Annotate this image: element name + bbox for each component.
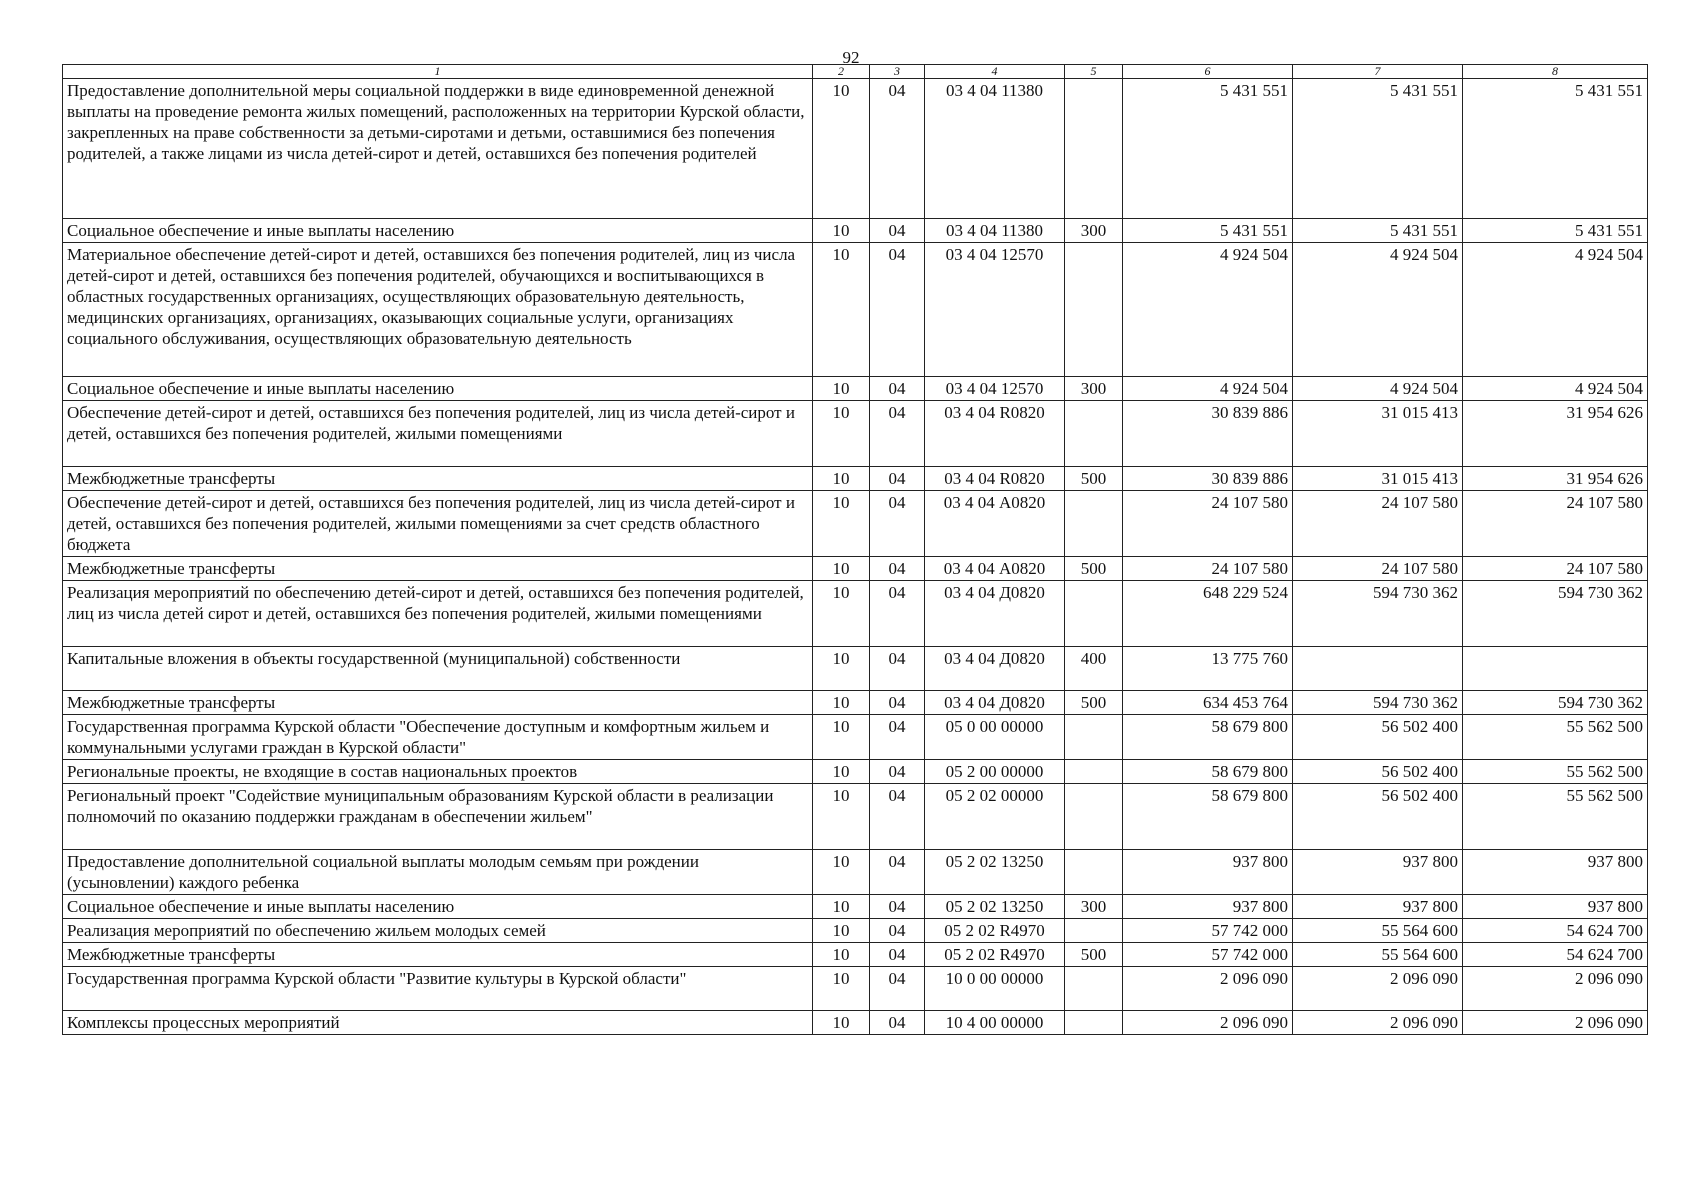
section-code: 10 <box>813 557 870 581</box>
subsection-code: 04 <box>870 850 925 895</box>
expense-type-code: 500 <box>1065 557 1123 581</box>
amount-year-3: 937 800 <box>1463 895 1648 919</box>
row-name: Реализация мероприятий по обеспечению жильем молодых семей <box>63 919 813 943</box>
subsection-code: 04 <box>870 557 925 581</box>
column-number: 8 <box>1463 65 1648 79</box>
amount-year-2: 56 502 400 <box>1293 760 1463 784</box>
row-name: Предоставление дополнительной социальной выплаты молодым семьям при рождении (усыновлении) каждого ребенка <box>63 850 813 895</box>
table-row <box>63 79 1648 219</box>
section-code: 10 <box>813 1011 870 1035</box>
target-article-code: 03 4 04 R0820 <box>925 467 1065 491</box>
amount-year-1: 24 107 580 <box>1123 491 1293 557</box>
table-row <box>63 491 1648 557</box>
section-code: 10 <box>813 377 870 401</box>
section-code: 10 <box>813 895 870 919</box>
amount-year-3: 2 096 090 <box>1463 1011 1648 1035</box>
amount-year-2: 4 924 504 <box>1293 243 1463 377</box>
table-header <box>63 65 1648 79</box>
amount-year-3 <box>1463 647 1648 691</box>
target-article-code: 05 2 02 13250 <box>925 895 1065 919</box>
subsection-code: 04 <box>870 243 925 377</box>
amount-year-2: 594 730 362 <box>1293 581 1463 647</box>
section-code: 10 <box>813 243 870 377</box>
row-name: Межбюджетные трансферты <box>63 467 813 491</box>
column-number: 5 <box>1065 65 1123 79</box>
amount-year-1: 57 742 000 <box>1123 919 1293 943</box>
subsection-code: 04 <box>870 647 925 691</box>
expense-type-code: 500 <box>1065 691 1123 715</box>
section-code: 10 <box>813 967 870 1011</box>
column-number: 1 <box>63 65 813 79</box>
amount-year-3: 24 107 580 <box>1463 491 1648 557</box>
amount-year-2: 937 800 <box>1293 895 1463 919</box>
column-number: 4 <box>925 65 1065 79</box>
table-row <box>63 691 1648 715</box>
amount-year-2: 594 730 362 <box>1293 691 1463 715</box>
amount-year-3: 4 924 504 <box>1463 377 1648 401</box>
expense-type-code <box>1065 79 1123 219</box>
amount-year-3: 5 431 551 <box>1463 219 1648 243</box>
page-number: 92 <box>842 48 860 67</box>
subsection-code: 04 <box>870 79 925 219</box>
table-row <box>63 467 1648 491</box>
target-article-code: 03 4 04 Д0820 <box>925 581 1065 647</box>
expense-type-code: 300 <box>1065 219 1123 243</box>
expense-type-code: 300 <box>1065 377 1123 401</box>
amount-year-3: 55 562 500 <box>1463 715 1648 760</box>
subsection-code: 04 <box>870 377 925 401</box>
amount-year-3: 55 562 500 <box>1463 784 1648 850</box>
row-name: Реализация мероприятий по обеспечению детей-сирот и детей, оставшихся без попечения родителей, лиц из числа детей сирот и детей, оставшихся без попечения родителей, жилыми помещениями <box>63 581 813 647</box>
target-article-code: 03 4 04 А0820 <box>925 557 1065 581</box>
target-article-code: 05 2 02 00000 <box>925 784 1065 850</box>
amount-year-2: 55 564 600 <box>1293 919 1463 943</box>
section-code: 10 <box>813 760 870 784</box>
expense-type-code: 500 <box>1065 467 1123 491</box>
amount-year-1: 58 679 800 <box>1123 760 1293 784</box>
row-name: Обеспечение детей-сирот и детей, оставшихся без попечения родителей, лиц из числа детей-сирот и детей, оставшихся без попечения родителей, жилыми помещениями <box>63 401 813 467</box>
amount-year-2: 56 502 400 <box>1293 715 1463 760</box>
table-row <box>63 1011 1648 1035</box>
section-code: 10 <box>813 715 870 760</box>
expense-type-code <box>1065 967 1123 1011</box>
amount-year-1: 58 679 800 <box>1123 784 1293 850</box>
row-name: Социальное обеспечение и иные выплаты населению <box>63 377 813 401</box>
amount-year-2: 55 564 600 <box>1293 943 1463 967</box>
amount-year-3: 54 624 700 <box>1463 943 1648 967</box>
subsection-code: 04 <box>870 1011 925 1035</box>
table-row <box>63 850 1648 895</box>
target-article-code: 03 4 04 Д0820 <box>925 647 1065 691</box>
row-name: Региональный проект "Содействие муниципальным образованиям Курской области в реализации полномочий по оказанию поддержки гражданам в обеспечении жильем" <box>63 784 813 850</box>
amount-year-2: 5 431 551 <box>1293 219 1463 243</box>
row-name: Межбюджетные трансферты <box>63 557 813 581</box>
target-article-code: 10 4 00 00000 <box>925 1011 1065 1035</box>
section-code: 10 <box>813 647 870 691</box>
target-article-code: 03 4 04 А0820 <box>925 491 1065 557</box>
expense-type-code <box>1065 715 1123 760</box>
target-article-code: 03 4 04 Д0820 <box>925 691 1065 715</box>
amount-year-3: 4 924 504 <box>1463 243 1648 377</box>
subsection-code: 04 <box>870 967 925 1011</box>
amount-year-2 <box>1293 647 1463 691</box>
subsection-code: 04 <box>870 581 925 647</box>
amount-year-1: 57 742 000 <box>1123 943 1293 967</box>
row-name: Региональные проекты, не входящие в состав национальных проектов <box>63 760 813 784</box>
expense-type-code: 300 <box>1065 895 1123 919</box>
row-name: Социальное обеспечение и иные выплаты населению <box>63 219 813 243</box>
subsection-code: 04 <box>870 691 925 715</box>
amount-year-1: 4 924 504 <box>1123 377 1293 401</box>
table-body <box>63 79 1648 1035</box>
row-name: Материальное обеспечение детей-сирот и детей, оставшихся без попечения родителей, лиц из числа детей-сирот и детей, оставшихся без попечения родителей, обучающихся и воспитывающихся в областных государственных организациях, осуществляющих образовательную деятельность, медицинских организациях, организациях, оказывающих социальные услуги, организациях социального обслуживания, осуществляющих образовательную деятельность <box>63 243 813 377</box>
row-name: Межбюджетные трансферты <box>63 943 813 967</box>
target-article-code: 03 4 04 R0820 <box>925 401 1065 467</box>
amount-year-2: 56 502 400 <box>1293 784 1463 850</box>
section-code: 10 <box>813 79 870 219</box>
target-article-code: 03 4 04 12570 <box>925 243 1065 377</box>
table-row <box>63 581 1648 647</box>
budget-table <box>62 64 1648 1035</box>
subsection-code: 04 <box>870 401 925 467</box>
amount-year-3: 54 624 700 <box>1463 919 1648 943</box>
column-number: 2 <box>813 65 870 79</box>
expense-type-code <box>1065 1011 1123 1035</box>
amount-year-3: 31 954 626 <box>1463 467 1648 491</box>
row-name: Капитальные вложения в объекты государственной (муниципальной) собственности <box>63 647 813 691</box>
table-row <box>63 784 1648 850</box>
amount-year-3: 594 730 362 <box>1463 581 1648 647</box>
subsection-code: 04 <box>870 491 925 557</box>
amount-year-3: 5 431 551 <box>1463 79 1648 219</box>
expense-type-code <box>1065 243 1123 377</box>
row-name: Социальное обеспечение и иные выплаты населению <box>63 895 813 919</box>
table-row <box>63 943 1648 967</box>
column-number-row <box>63 65 1648 79</box>
table-row <box>63 647 1648 691</box>
amount-year-3: 594 730 362 <box>1463 691 1648 715</box>
amount-year-3: 24 107 580 <box>1463 557 1648 581</box>
subsection-code: 04 <box>870 467 925 491</box>
section-code: 10 <box>813 784 870 850</box>
amount-year-3: 31 954 626 <box>1463 401 1648 467</box>
amount-year-1: 937 800 <box>1123 850 1293 895</box>
subsection-code: 04 <box>870 919 925 943</box>
table-row <box>63 919 1648 943</box>
target-article-code: 05 2 00 00000 <box>925 760 1065 784</box>
amount-year-2: 2 096 090 <box>1293 967 1463 1011</box>
amount-year-1: 634 453 764 <box>1123 691 1293 715</box>
amount-year-2: 24 107 580 <box>1293 491 1463 557</box>
section-code: 10 <box>813 943 870 967</box>
section-code: 10 <box>813 491 870 557</box>
amount-year-1: 937 800 <box>1123 895 1293 919</box>
row-name: Государственная программа Курской области "Обеспечение доступным и комфортным жильем и коммунальными услугами граждан в Курской области" <box>63 715 813 760</box>
row-name: Государственная программа Курской области "Развитие культуры в Курской области" <box>63 967 813 1011</box>
amount-year-1: 13 775 760 <box>1123 647 1293 691</box>
amount-year-3: 937 800 <box>1463 850 1648 895</box>
amount-year-1: 4 924 504 <box>1123 243 1293 377</box>
section-code: 10 <box>813 691 870 715</box>
amount-year-1: 24 107 580 <box>1123 557 1293 581</box>
amount-year-2: 5 431 551 <box>1293 79 1463 219</box>
target-article-code: 03 4 04 11380 <box>925 79 1065 219</box>
target-article-code: 05 2 02 R4970 <box>925 919 1065 943</box>
expense-type-code <box>1065 491 1123 557</box>
expense-type-code: 400 <box>1065 647 1123 691</box>
row-name: Обеспечение детей-сирот и детей, оставшихся без попечения родителей, лиц из числа детей-сирот и детей, оставшихся без попечения родителей, жилыми помещениями за счет средств областного бюджета <box>63 491 813 557</box>
column-number: 3 <box>870 65 925 79</box>
column-number: 6 <box>1123 65 1293 79</box>
amount-year-1: 5 431 551 <box>1123 219 1293 243</box>
section-code: 10 <box>813 581 870 647</box>
target-article-code: 03 4 04 11380 <box>925 219 1065 243</box>
subsection-code: 04 <box>870 760 925 784</box>
amount-year-1: 5 431 551 <box>1123 79 1293 219</box>
amount-year-2: 31 015 413 <box>1293 401 1463 467</box>
row-name: Межбюджетные трансферты <box>63 691 813 715</box>
table-row <box>63 715 1648 760</box>
table-row <box>63 401 1648 467</box>
column-number: 7 <box>1293 65 1463 79</box>
amount-year-1: 58 679 800 <box>1123 715 1293 760</box>
expense-type-code <box>1065 919 1123 943</box>
expense-type-code <box>1065 784 1123 850</box>
expense-type-code <box>1065 850 1123 895</box>
target-article-code: 05 0 00 00000 <box>925 715 1065 760</box>
table-row <box>63 895 1648 919</box>
section-code: 10 <box>813 401 870 467</box>
table-row <box>63 377 1648 401</box>
amount-year-1: 2 096 090 <box>1123 1011 1293 1035</box>
amount-year-2: 4 924 504 <box>1293 377 1463 401</box>
target-article-code: 05 2 02 R4970 <box>925 943 1065 967</box>
subsection-code: 04 <box>870 943 925 967</box>
table-row <box>63 243 1648 377</box>
amount-year-1: 30 839 886 <box>1123 467 1293 491</box>
section-code: 10 <box>813 467 870 491</box>
expense-type-code <box>1065 401 1123 467</box>
subsection-code: 04 <box>870 219 925 243</box>
table-row <box>63 760 1648 784</box>
target-article-code: 05 2 02 13250 <box>925 850 1065 895</box>
amount-year-1: 30 839 886 <box>1123 401 1293 467</box>
table-row <box>63 219 1648 243</box>
subsection-code: 04 <box>870 895 925 919</box>
amount-year-2: 937 800 <box>1293 850 1463 895</box>
section-code: 10 <box>813 850 870 895</box>
amount-year-2: 24 107 580 <box>1293 557 1463 581</box>
row-name: Комплексы процессных мероприятий <box>63 1011 813 1035</box>
target-article-code: 03 4 04 12570 <box>925 377 1065 401</box>
expense-type-code <box>1065 581 1123 647</box>
amount-year-2: 31 015 413 <box>1293 467 1463 491</box>
expense-type-code: 500 <box>1065 943 1123 967</box>
row-name: Предоставление дополнительной меры социальной поддержки в виде единовременной денежной выплаты на проведение ремонта жилых помещений, расположенных на территории Курской области, закрепленных на праве собственности за детьми-сиротами и детьми, оставшимися без попечения родителей, а также лицами из числа детей-сирот и детей, оставшихся без попечения родителей <box>63 79 813 219</box>
section-code: 10 <box>813 919 870 943</box>
expense-type-code <box>1065 760 1123 784</box>
table-row <box>63 557 1648 581</box>
table-row <box>63 967 1648 1011</box>
amount-year-2: 2 096 090 <box>1293 1011 1463 1035</box>
amount-year-3: 2 096 090 <box>1463 967 1648 1011</box>
subsection-code: 04 <box>870 715 925 760</box>
amount-year-3: 55 562 500 <box>1463 760 1648 784</box>
amount-year-1: 648 229 524 <box>1123 581 1293 647</box>
subsection-code: 04 <box>870 784 925 850</box>
target-article-code: 10 0 00 00000 <box>925 967 1065 1011</box>
section-code: 10 <box>813 219 870 243</box>
amount-year-1: 2 096 090 <box>1123 967 1293 1011</box>
